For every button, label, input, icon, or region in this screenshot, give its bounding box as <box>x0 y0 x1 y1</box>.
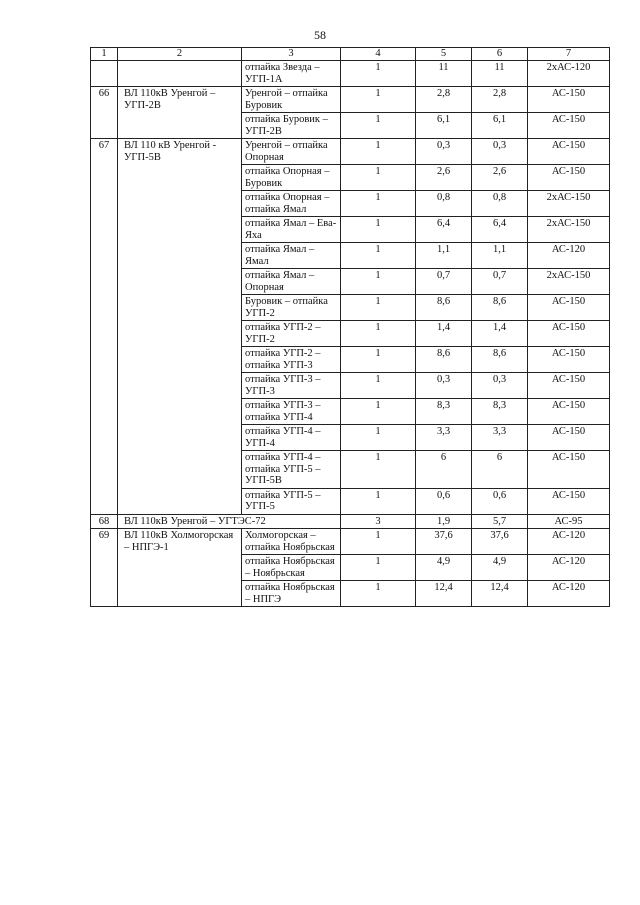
circuit-count: 1 <box>341 269 416 295</box>
section-name: отпайка УГП-2 – отпайка УГП-3 <box>242 347 341 373</box>
circuit-length: 0,7 <box>472 269 528 295</box>
wire-type: АС-150 <box>528 87 610 113</box>
section-name: отпайка Звезда – УГП-1А <box>242 61 341 87</box>
wire-type: АС-150 <box>528 399 610 425</box>
section-name: Холмогорская – отпайка Ноябрьская <box>242 529 341 555</box>
circuit-length: 12,4 <box>472 581 528 607</box>
circuit-count: 1 <box>341 451 416 489</box>
table-row <box>91 139 610 165</box>
wire-type: 2хАС-150 <box>528 191 610 217</box>
section-name: отпайка УГП-3 – УГП-3 <box>242 373 341 399</box>
circuit-length: 8,3 <box>472 399 528 425</box>
section-name: отпайка Ноябрьская – НПГЭ <box>242 581 341 607</box>
wire-type: АС-150 <box>528 488 610 514</box>
circuit-length: 6,4 <box>472 217 528 243</box>
wire-type: АС-150 <box>528 165 610 191</box>
circuit-count: 1 <box>341 581 416 607</box>
circuit-length: 0,8 <box>472 191 528 217</box>
circuit-length: 8,6 <box>472 347 528 373</box>
circuit-length: 4,9 <box>472 555 528 581</box>
circuit-count: 1 <box>341 425 416 451</box>
wire-type: АС-120 <box>528 555 610 581</box>
column-header: 5 <box>416 48 472 61</box>
route-length: 0,6 <box>416 488 472 514</box>
circuit-length: 2,8 <box>472 87 528 113</box>
line-name: ВЛ 110кВ Холмогорская – НПГЭ-1 <box>118 529 242 607</box>
line-name: ВЛ 110 кВ Уренгой - УГП-5В <box>118 139 242 515</box>
route-length: 11 <box>416 61 472 87</box>
wire-type: АС-150 <box>528 295 610 321</box>
circuit-count: 1 <box>341 113 416 139</box>
circuit-count: 1 <box>341 217 416 243</box>
section-name: Уренгой – отпайка Опорная <box>242 139 341 165</box>
circuit-length: 0,3 <box>472 139 528 165</box>
wire-type: АС-120 <box>528 529 610 555</box>
section-name: Уренгой – отпайка Буровик <box>242 87 341 113</box>
route-length: 2,6 <box>416 165 472 191</box>
circuit-count: 1 <box>341 165 416 191</box>
column-header: 2 <box>118 48 242 61</box>
section-name: отпайка УГП-4 – УГП-4 <box>242 425 341 451</box>
route-length: 1,1 <box>416 243 472 269</box>
circuit-count: 3 <box>341 514 416 529</box>
circuit-count: 1 <box>341 347 416 373</box>
table-row <box>91 61 610 87</box>
route-length: 0,7 <box>416 269 472 295</box>
section-name: Буровик – отпайка УГП-2 <box>242 295 341 321</box>
route-length: 4,9 <box>416 555 472 581</box>
wire-type: АС-150 <box>528 139 610 165</box>
section-name: отпайка УГП-5 – УГП-5 <box>242 488 341 514</box>
column-header: 3 <box>242 48 341 61</box>
route-length: 8,6 <box>416 295 472 321</box>
section-name: отпайка Ямал – Ева-Яха <box>242 217 341 243</box>
route-length: 37,6 <box>416 529 472 555</box>
circuit-count: 1 <box>341 555 416 581</box>
circuit-count: 1 <box>341 488 416 514</box>
table-row <box>91 514 610 529</box>
section-name: отпайка Ямал – Опорная <box>242 269 341 295</box>
circuit-length: 8,6 <box>472 295 528 321</box>
route-length: 0,8 <box>416 191 472 217</box>
circuit-count: 1 <box>341 529 416 555</box>
power-lines-table <box>90 47 610 607</box>
header-row <box>91 48 610 61</box>
section-name: отпайка УГП-3 – отпайка УГП-4 <box>242 399 341 425</box>
circuit-count: 1 <box>341 139 416 165</box>
route-length: 1,9 <box>416 514 472 529</box>
circuit-length: 6 <box>472 451 528 489</box>
circuit-length: 1,4 <box>472 321 528 347</box>
section-name: отпайка Опорная – Буровик <box>242 165 341 191</box>
route-length: 0,3 <box>416 373 472 399</box>
section-name: отпайка Ямал – Ямал <box>242 243 341 269</box>
wire-type: АС-120 <box>528 581 610 607</box>
column-header: 4 <box>341 48 416 61</box>
line-name <box>118 61 242 87</box>
wire-type: АС-150 <box>528 321 610 347</box>
circuit-count: 1 <box>341 243 416 269</box>
column-header: 1 <box>91 48 118 61</box>
wire-type: АС-120 <box>528 243 610 269</box>
section-name: отпайка УГП-2 – УГП-2 <box>242 321 341 347</box>
route-length: 2,8 <box>416 87 472 113</box>
route-length: 3,3 <box>416 425 472 451</box>
route-length: 8,3 <box>416 399 472 425</box>
circuit-length: 6,1 <box>472 113 528 139</box>
section-name: отпайка Опорная – отпайка Ямал <box>242 191 341 217</box>
circuit-length: 5,7 <box>472 514 528 529</box>
circuit-length: 1,1 <box>472 243 528 269</box>
route-length: 8,6 <box>416 347 472 373</box>
wire-type: АС-150 <box>528 451 610 489</box>
route-length: 1,4 <box>416 321 472 347</box>
circuit-length: 37,6 <box>472 529 528 555</box>
circuit-count: 1 <box>341 191 416 217</box>
circuit-length: 11 <box>472 61 528 87</box>
wire-type: АС-150 <box>528 113 610 139</box>
row-number: 69 <box>91 529 118 607</box>
section-name: отпайка Ноябрьская – Ноябрьская <box>242 555 341 581</box>
wire-type: АС-150 <box>528 373 610 399</box>
route-length: 12,4 <box>416 581 472 607</box>
wire-type: 2хАС-150 <box>528 217 610 243</box>
column-header: 7 <box>528 48 610 61</box>
circuit-count: 1 <box>341 295 416 321</box>
section-name: отпайка УГП-4 – отпайка УГП-5 – УГП-5В <box>242 451 341 489</box>
wire-type: АС-150 <box>528 425 610 451</box>
column-header: 6 <box>472 48 528 61</box>
route-length: 6,1 <box>416 113 472 139</box>
row-number: 68 <box>91 514 118 529</box>
circuit-count: 1 <box>341 61 416 87</box>
section-name: отпайка Буровик – УГП-2В <box>242 113 341 139</box>
wire-type: АС-95 <box>528 514 610 529</box>
circuit-count: 1 <box>341 87 416 113</box>
row-number: 67 <box>91 139 118 515</box>
circuit-length: 0,6 <box>472 488 528 514</box>
line-name: ВЛ 110кВ Уренгой – УГТЭС-72 <box>118 514 341 529</box>
wire-type: 2хАС-150 <box>528 269 610 295</box>
circuit-count: 1 <box>341 399 416 425</box>
row-number: 66 <box>91 87 118 139</box>
row-number <box>91 61 118 87</box>
circuit-length: 0,3 <box>472 373 528 399</box>
table-row <box>91 529 610 555</box>
circuit-count: 1 <box>341 321 416 347</box>
route-length: 0,3 <box>416 139 472 165</box>
circuit-length: 2,6 <box>472 165 528 191</box>
circuit-length: 3,3 <box>472 425 528 451</box>
wire-type: АС-150 <box>528 347 610 373</box>
table-row <box>91 87 610 113</box>
line-name: ВЛ 110кВ Уренгой – УГП-2В <box>118 87 242 139</box>
page-number: 58 <box>314 28 326 42</box>
circuit-count: 1 <box>341 373 416 399</box>
route-length: 6 <box>416 451 472 489</box>
wire-type: 2хАС-120 <box>528 61 610 87</box>
route-length: 6,4 <box>416 217 472 243</box>
